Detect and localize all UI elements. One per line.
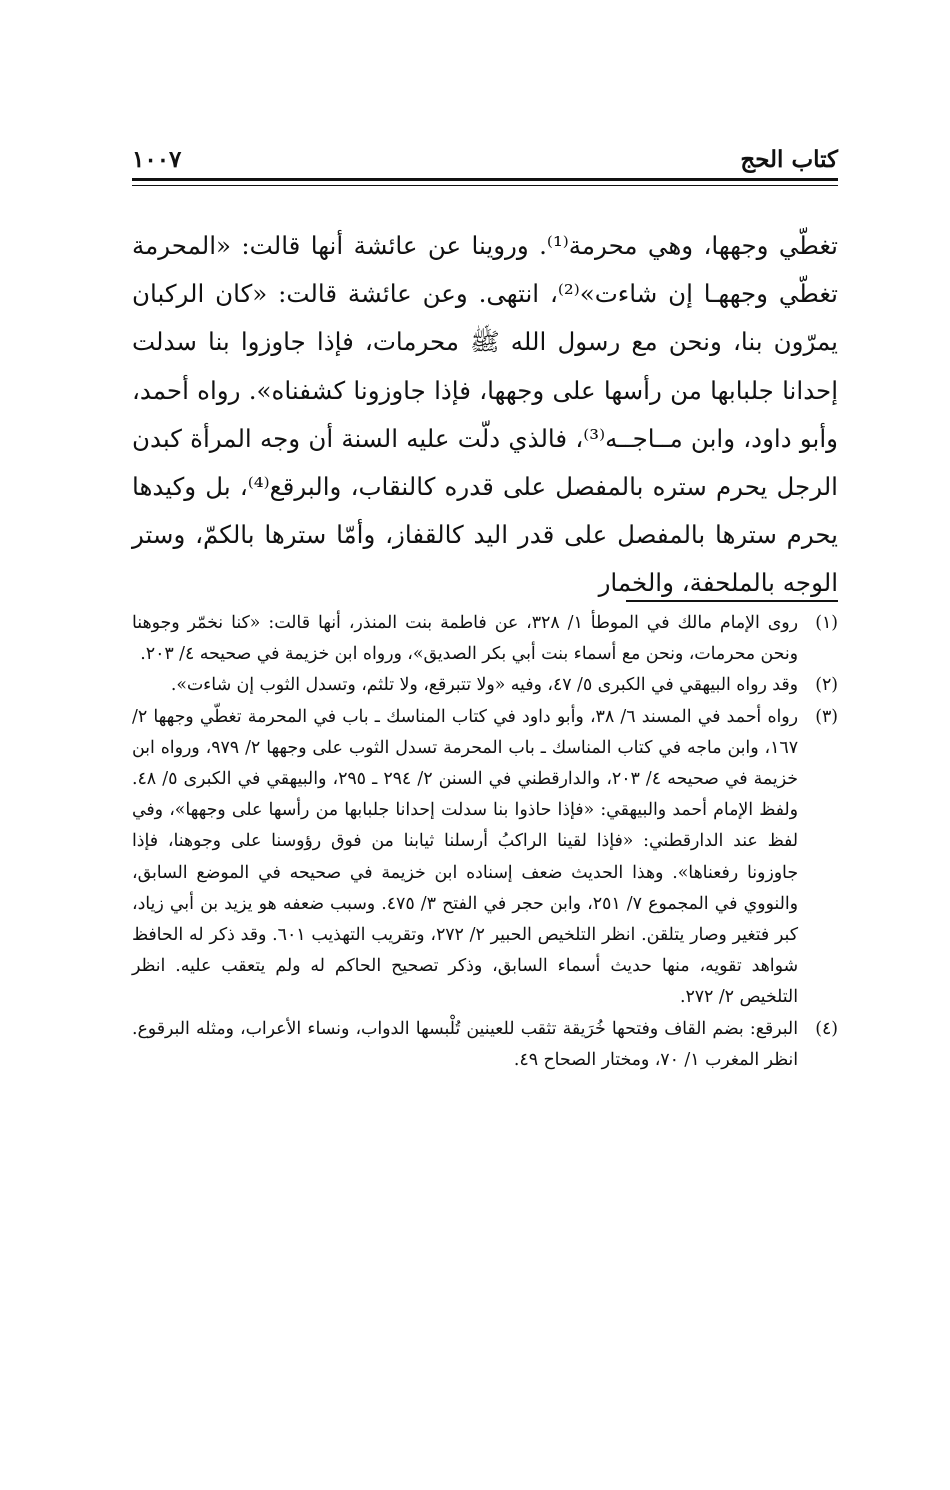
footnote-text: روى الإمام مالك في الموطأ ١/ ٣٢٨، عن فاطمة بنت المنذر، أنها قالت: «كنا نخمّر وجوهنا ونحن محرمات، ونحن مع أسماء بنت أبي بكر الصديق»، ورواه ابن خزيمة في صحيحه ٤/ ٢٠٣. [132,613,798,665]
chapter-title: كتاب الحج [740,146,838,173]
header-rule-thin [132,185,838,186]
main-paragraph: تغطّي وجهها، وهي محرمة⁽¹⁾. وروينا عن عائشة أنها قالت: «المحرمة تغطّي وجههـا إن شاءت»⁽²⁾، انتهى. وعن عائشة قالت: «كان الركبان يمرّون بنا، ونحن مع رسول الله ﷺ محرمات، فإذا جاوزوا بنا سدلت إحدانا جلبابها من رأسها على وجهها، فإذا جاوزونا كشفناه». رواه أحمد، وأبو داود، وابن مــاجــه⁽³⁾، فالذي دلّت عليه السنة أن وجه المرأة كبدن الرجل يحرم ستره بالمفصل على قدره كالنقاب، والبرقع⁽⁴⁾، بل وكيدها يحرم سترها بالمفصل على قدر اليد كالقفاز، وأمّا سترها بالكمّ، وستر الوجه بالملحفة، والخمار [132,231,838,598]
page-number: ١٠٠٧ [132,146,182,173]
page-header [132,144,838,180]
header-rule [132,178,838,181]
footnote-text: وقد رواه البيهقي في الكبرى ٥/ ٤٧، وفيه «ولا تتبرقع، ولا تلثم، وتسدل الثوب إن شاءت». [170,675,798,696]
footnote-number: (٤) [815,1018,838,1039]
footnote-4 [132,1014,838,1076]
footnote-1 [132,608,838,670]
footnotes [132,608,838,1076]
footnote-2 [132,670,838,701]
footnote-number: (٢) [815,675,838,696]
footnote-number: (١) [815,613,838,633]
footnote-text: رواه أحمد في المسند ٦/ ٣٨، وأبو داود في كتاب المناسك ـ باب في المحرمة تغطّي وجهها ٢/ ١٦٧، وابن ماجه في كتاب المناسك ـ باب المحرمة تسدل الثوب على وجهها ٢/ ٩٧٩، ورواه ابن خزيمة في صحيحه ٤/ ٢٠٣، والدارقطني في السنن ٢/ ٢٩٤ ـ ٢٩٥، والبيهقي في الكبرى ٥/ ٤٨. ولفظ الإمام أحمد والبيهقي: «فإذا حاذوا بنا سدلت إحدانا جلبابها من رأسها على وجهها»، وفي لفظ عند الدارقطني: «فإذا لقينا الراكبُ أرسلنا ثيابنا من فوق رؤوسنا على وجوهنا، فإذا جاوزونا رفعناها». وهذا الحديث ضعف إسناده ابن خزيمة في صحيحه في الموضع السابق، والنووي في المجموع ٧/ ٢٥١، وابن حجر في الفتح ٣/ ٤٧٥. وسبب ضعفه هو يزيد بن أبي زياد، كبر فتغير وصار يتلقن. انظر التلخيص الحبير ٢/ ٢٧٢، وتقريب التهذيب ٦٠١. وقد ذكر له الحافظ شواهد تقويه، منها حديث أسماء السابق، وذكر تصحيح الحاكم له ولم يتعقب عليه. انظر التلخيص ٢/ ٢٧٢. [132,706,799,1008]
footnote-separator [626,600,838,602]
footnote-number: (٣) [815,706,838,727]
footnote-3 [132,702,838,1014]
footnote-text: البرقع: بضم القاف وفتحها خُرَيقة تثقب للعينين تُلْبسها الدواب، ونساء الأعراب، ومثله البرقوع. انظر المغرب ١/ ٧٠، ومختار الصحاح ٤٩. [132,1018,798,1070]
